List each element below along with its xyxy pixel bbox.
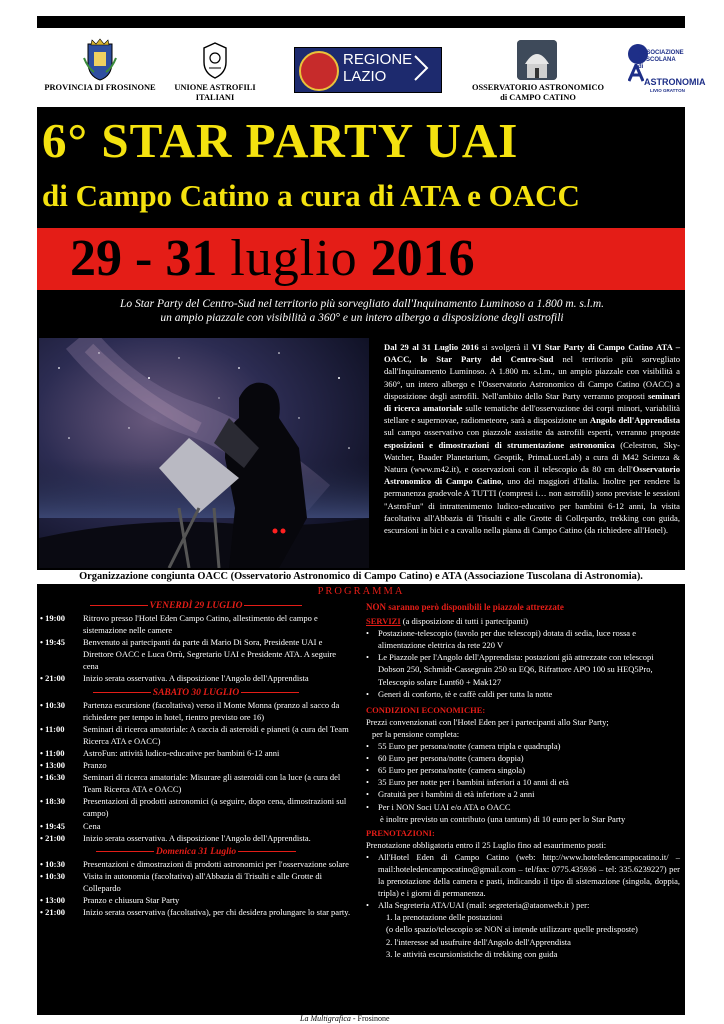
prenotazione-item: • All'Hotel Eden di Campo Catino (web: http://www.hoteledencampocatino.it/ – mail:hoteledencampocatino@gmail.com – tel/fax: 0775.435936 – tel: 335.6239227) per la prenotazione della camera e pasti, indicando il tipo di sistemazione (singola, doppia, tripla) e i giorni di permanenza.	[366, 851, 680, 899]
intro-text-1: si svolgerà il	[478, 342, 532, 352]
intro-osservatorio: Osservatorio Astronomico di Campo Catino	[384, 464, 680, 487]
uai-caption	[170, 83, 260, 103]
schedule-item	[40, 759, 352, 771]
day-header	[40, 600, 352, 612]
prezzo-item: • 35 Euro per notte per i bambini inferiori a 10 anni di età	[366, 776, 680, 788]
ata-line3: di	[638, 64, 644, 70]
schedule-item	[40, 894, 352, 906]
intro-dates: Dal 29 al 31 Luglio 2016	[384, 342, 479, 352]
prezzo-text: 60 Euro per persona/notte (camera doppia)	[378, 753, 524, 764]
footer-city: - Frosinone	[350, 1014, 390, 1023]
intro-text-6: , uno dei maggiori d'Italia. Inoltre per rendere la permanenza gradevole A TUTTI (compresi i… non astrofili) sono previste le sessioni "AstroFun" di intrattenimento ludico-educativo per bambini 6-12 anni, la visita facoltativa all'Abbazia di Trisulti e alle Grotte di Collepardo, trekking con guida, escursioni in bici e a cavallo nella piana di Campo Catino (da richiedere all'Hotel).	[384, 476, 681, 536]
schedule-time: • 13:00	[40, 759, 83, 771]
footer-printer: La Multigrafica	[300, 1014, 351, 1023]
regione-lazio-logo	[294, 47, 442, 93]
schedule-text: Seminari di ricerca amatoriale: A caccia di asteroidi e pianeti (a cura del Team Ricerca ATA e OACC)	[83, 723, 349, 746]
intro-esposizioni: esposizioni e dimostrazioni di strumentazione astronomica	[384, 439, 615, 450]
servizi-text: Generi di conforto, tè e caffè caldi per tutta la notte	[378, 688, 553, 699]
condizioni-intro2: per la pensione completa:	[372, 728, 460, 739]
date-year: 2016	[370, 230, 475, 287]
contributo-text: è inoltre previsto un contributo (una tantum) di 10 euro per lo Star Party	[380, 813, 626, 824]
intro-seminari: seminari di ricerca amatoriale	[384, 390, 680, 414]
schedule-item	[40, 747, 352, 759]
prezzo-text: 65 Euro per persona/notte (camera singola)	[378, 765, 526, 776]
prezzo-text: Per i NON Soci UAI e/o ATA o OACC	[378, 801, 511, 812]
prezzo-item: • 65 Euro per persona/notte (camera singola)	[366, 764, 680, 776]
stargazing-photo	[39, 338, 369, 568]
prezzo-item: • 60 Euro per persona/notte (camera doppia)	[366, 752, 680, 764]
day-title: VENERDÌ 29 LUGLIO	[149, 601, 243, 611]
intro-text-3: sulle tematiche dell'osservazione dei corpi minori, variabilità stellare e supernovae, radiometeore, sarà a disposizione un	[384, 403, 680, 426]
schedule-text: Pranzo e chiusura Star Party	[83, 894, 180, 905]
schedule-time: • 10:30	[40, 870, 83, 894]
program-title: PROGRAMMA	[317, 586, 405, 597]
condizioni-intro1: Prezzi convenzionati con l'Hotel Eden per i partecipanti allo Star Party;	[366, 716, 609, 727]
observatory-photo	[517, 40, 557, 80]
intro-text	[384, 341, 680, 536]
prezzo-item: • 55 Euro per persona/notte (camera tripla e quadrupla)	[366, 740, 680, 752]
schedule-time: • 10:30	[40, 699, 83, 723]
schedule-item	[40, 672, 352, 684]
prezzo-text: Gratuità per i bambini di età inferiore a 2 anni	[378, 789, 535, 800]
uai-caption-line1: UNIONE ASTROFILI	[174, 83, 256, 92]
prenotazione-segreteria: Alla Segreteria ATA/UAI (mail: segreteria@ataonweb.it ) per:	[378, 900, 590, 911]
schedule-item	[40, 820, 352, 832]
schedule-item	[40, 795, 352, 819]
schedule-time: • 19:00	[40, 612, 83, 636]
main-title: 6° STAR PARTY UAI	[42, 113, 519, 168]
top-bar	[37, 16, 685, 28]
regione-chevron-icon	[413, 54, 431, 82]
schedule-time: • 18:30	[40, 795, 83, 819]
prezzo-item: • Gratuità per i bambini di età inferiore a 2 anni	[366, 788, 680, 800]
schedule-item	[40, 906, 352, 918]
main-subtitle: di Campo Catino a cura di ATA e OACC	[42, 178, 580, 213]
info-column	[366, 601, 680, 960]
prenotazione-item: • Alla Segreteria ATA/UAI (mail: segreteria@ataonweb.it ) per:	[366, 899, 680, 911]
schedule-time: • 19:45	[40, 820, 83, 832]
servizi-text: Le Piazzole per l'Angolo dell'Apprendista: postazioni già attrezzate con telescopi Dobson 250, Schmidt-Cassegrain 250 su EQ6, Rifrattore APO 100 su HEQ5Pro, Telescopio solare Lunt60 + Mak127	[378, 652, 654, 687]
schedule-column	[40, 600, 352, 918]
day-title: Domenica 31 Luglio	[155, 846, 237, 857]
prenotazioni-intro: Prenotazione obbligatoria entro il 25 Luglio fino ad esaurimento posti:	[366, 839, 607, 850]
prenotazioni-label: PRENOTAZIONI:	[366, 827, 435, 838]
date-month: luglio	[230, 230, 358, 287]
schedule-text: Presentazioni di prodotti astronomici (a seguire, dopo cena, dimostrazioni sul campo)	[83, 796, 347, 819]
schedule-text: AstroFun: attività ludico-educative per bambini 6-12 anni	[83, 747, 280, 758]
schedule-text: Seminari di ricerca amatoriale: Misurare gli asteroidi con la luce (a cura del Team Ricerca ATA e OACC)	[83, 772, 341, 795]
sub-item: 1. la prenotazione delle postazioni	[386, 912, 503, 923]
schedule-text: Pranzo	[83, 760, 107, 771]
sub-item: 2. l'interesse ad usufruire dell'Angolo dell'Apprendista	[386, 936, 571, 947]
schedule-time: • 16:30	[40, 771, 83, 795]
schedule-item	[40, 723, 352, 747]
schedule-time: • 11:00	[40, 747, 83, 759]
schedule-text: Inizio serata osservativa. A disposizione l'Angolo dell'Apprendista.	[83, 832, 311, 843]
date-days: 29 - 31	[70, 230, 218, 287]
ata-line5: LIVIO GRATTON	[650, 88, 685, 93]
sub-item: 3. le attività escursionistiche di trekking con guida	[386, 948, 558, 959]
servizi-label: SERVIZI	[366, 616, 401, 627]
schedule-time: • 13:00	[40, 894, 83, 906]
day-title: SABATO 30 LUGLIO	[152, 687, 240, 698]
regione-line1: REGIONE	[343, 51, 413, 68]
uai-caption-line2: ITALIANI	[195, 93, 235, 102]
schedule-time: • 11:00	[40, 723, 83, 747]
organization-text: Organizzazione congiunta OACC (Osservatorio Astronomico di Campo Catino) e ATA (Associazione Tuscolana di Astronomia).	[79, 571, 643, 582]
event-date	[70, 229, 475, 288]
prezzo-text: 35 Euro per notte per i bambini inferiori a 10 anni di età	[378, 777, 569, 788]
regione-line2: LAZIO	[343, 68, 387, 85]
provincia-crest-icon	[82, 38, 118, 82]
uai-logo-icon	[200, 40, 230, 80]
schedule-item	[40, 612, 352, 636]
schedule-list	[40, 612, 352, 685]
servizi-item: • Postazione-telescopio (tavolo per due telescopi) dotata di sedia, luce rossa e alimentazione elettrica da rete 220 V	[366, 627, 680, 651]
servizi-text: Postazione-telescopio (tavolo per due telescopi) dotata di sedia, luce rossa e alimentazione elettrica da rete 220 V	[378, 628, 636, 651]
ata-text	[638, 50, 684, 71]
schedule-item	[40, 858, 352, 870]
schedule-time: • 21:00	[40, 906, 83, 918]
schedule-item	[40, 699, 352, 723]
osservatorio-line2: di CAMPO CATINO	[500, 93, 576, 102]
schedule-time: • 10:30	[40, 858, 83, 870]
schedule-text: Visita in autonomia (facoltativa) all'Abbazia di Trisulti e alle Grotte di Collepardo	[83, 870, 322, 893]
servizi-heading	[366, 615, 680, 627]
regione-text	[343, 51, 412, 85]
servizi-item: • Le Piazzole per l'Angolo dell'Apprendista: postazioni già attrezzate con telescopi Dobson 250, Schmidt-Cassegrain 250 su EQ6, Rifrattore APO 100 su HEQ5Pro, Telescopio solare Lunt60 + Mak127	[366, 651, 680, 687]
tagline-line2: un ampio piazzale con visibilità a 360° e un intero albergo a disposizione degli astrofili	[160, 312, 564, 324]
servizi-item: • Generi di conforto, tè e caffè caldi per tutta la notte	[366, 688, 680, 700]
regione-emblem-icon	[299, 51, 339, 91]
schedule-text: Benvenuto ai partecipanti da parte di Mario Di Sora, Presidente UAI e Direttore OACC e Luca Orrù, Segretario UAI e Presidente ATA. A seguire cena	[83, 637, 337, 672]
sub-item: (o dello spazio/telescopio se NON si intende utilizzare quelle predisposte)	[386, 924, 638, 935]
tagline-line1: Lo Star Party del Centro-Sud nel territorio più sorvegliato dall'Inquinamento Luminoso a 1.800 m. s.l.m.	[119, 298, 605, 310]
schedule-item	[40, 636, 352, 672]
sub-list	[366, 911, 680, 959]
day-header	[40, 846, 352, 858]
intro-angolo: Angolo dell'Apprendista	[589, 415, 680, 426]
condizioni-label: CONDIZIONI ECONOMICHE:	[366, 704, 486, 715]
provincia-caption: PROVINCIA DI FROSINONE	[44, 83, 156, 92]
schedule-time: • 21:00	[40, 832, 83, 844]
servizi-note: (a disposizione di tutti i partecipanti)	[400, 616, 529, 627]
day-header	[40, 687, 352, 699]
schedule-item	[40, 870, 352, 894]
schedule-text: Presentazioni e dimostrazioni di prodotti astronomici per l'osservazione solare	[83, 858, 349, 869]
schedule-list	[40, 858, 352, 918]
osservatorio-caption	[458, 83, 618, 103]
prezzo-item: • Per i NON Soci UAI e/o ATA o OACC	[366, 801, 680, 813]
intro-text-5: (Celestron, Sky-Watcher, Baader Planetarium, Geoptik, PrimaLuceLab) a cura di M42 Scienza & Natura (www.m42.it), e osservazioni con il telescopio da 80 cm dell'	[384, 439, 680, 475]
schedule-time: • 19:45	[40, 636, 83, 672]
schedule-text: Partenza escursione (facoltativa) verso il Monte Monna (pranzo al sacco da richiedere per tempo in hotel, rientro previsto ore 16)	[83, 699, 340, 722]
schedule-text: Ritrovo presso l'Hotel Eden Campo Catino, allestimento del campo e sistemazione nelle camere	[83, 613, 318, 636]
schedule-text: Inizio serata osservativa. A disposizione l'Angolo dell'Apprendista	[83, 673, 309, 684]
schedule-time: • 21:00	[40, 672, 83, 684]
schedule-list	[40, 699, 352, 844]
ata-a-icon	[628, 64, 644, 82]
prezzo-text: 55 Euro per persona/notte (camera tripla e quadrupla)	[378, 741, 561, 752]
osservatorio-line1: OSSERVATORIO ASTRONOMICO	[471, 83, 605, 92]
schedule-text: Cena	[83, 820, 101, 831]
ata-logo	[628, 44, 706, 98]
intro-text-2: nel territorio più sorvegliato dall'Inquinamento Luminoso. A 1.800 m. s.l.m., un ampio piazzale con visibilità a 360°, un intero albergo e l'Osservatorio Astronomico di Campo Catino (OACC) a disposizione degli astrofili. Nell'ambito dello Star Party verranno proposti	[384, 354, 681, 401]
schedule-item	[40, 832, 352, 844]
schedule-text: Inizio serata osservativa (facoltativa), per chi desidera prolungare lo star party.	[83, 907, 351, 918]
footer-credit	[300, 1014, 390, 1023]
ata-line1: ASSOCIAZIONE	[638, 50, 684, 56]
schedule-item	[40, 771, 352, 795]
ata-line4: ASTRONOMIA	[644, 77, 706, 87]
ata-line2: TUSCOLANA	[638, 57, 676, 63]
intro-text-4: sul campo osservativo con piazzole assistite da astrofili esperti, verranno proposte	[384, 427, 680, 438]
notice-text: NON saranno però disponibili le piazzole attrezzate	[366, 602, 564, 612]
prenotazione-hotel: All'Hotel Eden di Campo Catino (web: http://www.hoteledencampocatino.it/ – mail:hoteledencampocatino@gmail.com – tel/fax: 0775.435936 – tel: 335.6239227) per la prenotazione della camera e pasti, indicando il tipo di sistemazione (singola, doppia, tripla) e i giorni di permanenza.	[378, 851, 680, 899]
tagline	[40, 297, 684, 325]
intro-event: VI Star Party di Campo Catino ATA – OACC, lo Star Party del Centro-Sud	[384, 342, 681, 365]
